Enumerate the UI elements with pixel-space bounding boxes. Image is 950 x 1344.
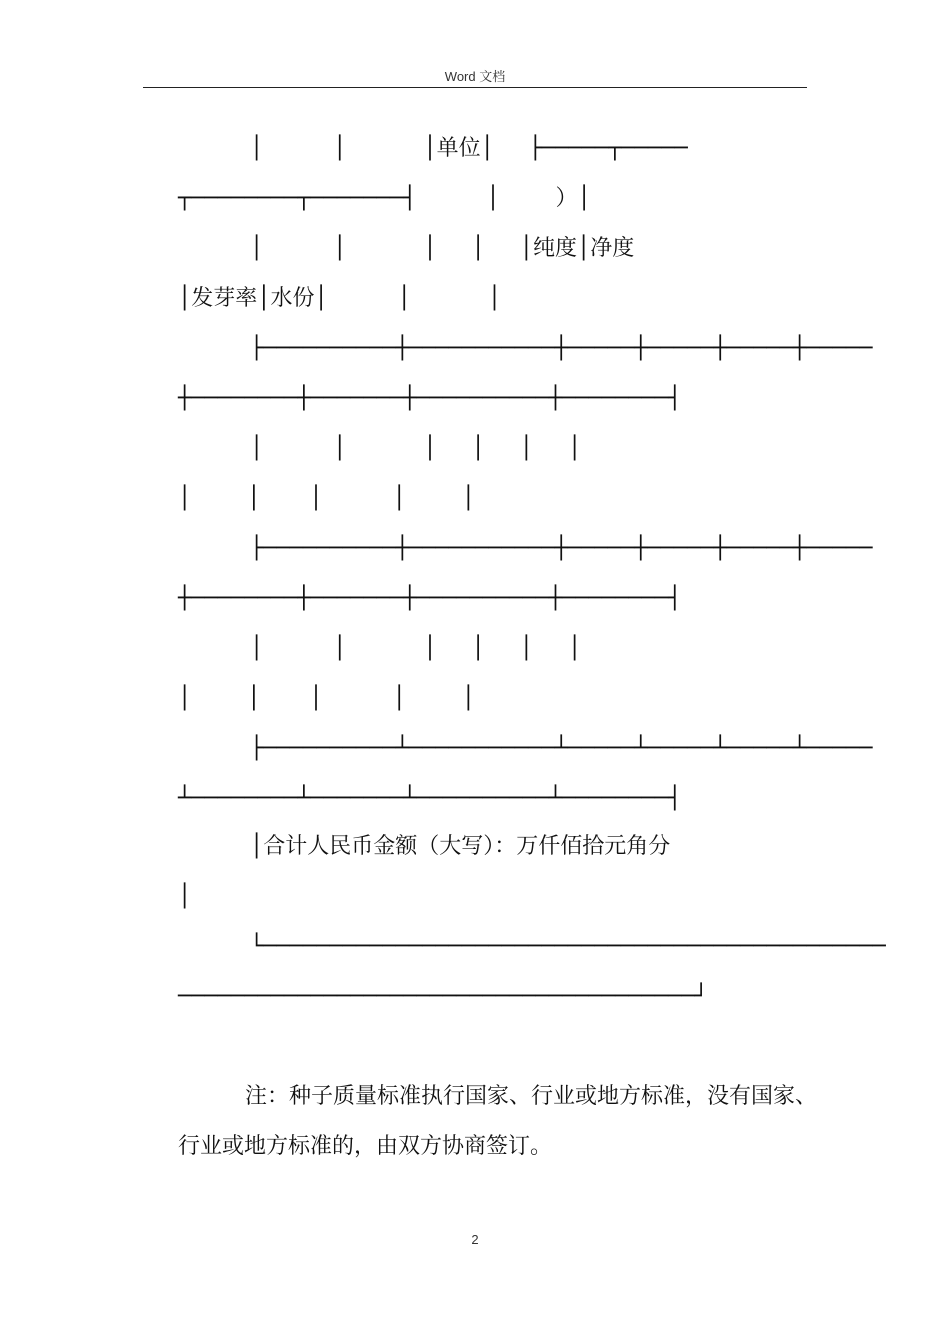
table-line-16: │	[178, 884, 192, 909]
table-line-7: │ │ │ │ │ │	[250, 436, 582, 461]
table-line-14: ┴────────┴───────┴──────────┴────────┤	[178, 786, 682, 811]
table-line-3: │ │ │ │ │纯度│净度	[250, 236, 635, 261]
header-title: Word 文档	[444, 69, 506, 84]
table-line-9: ├──────────┼───────────┼─────┼─────┼─────┼─────	[250, 536, 873, 561]
table-line-12: │ │ │ │ │	[178, 686, 475, 711]
table-line-11: │ │ │ │ │ │	[250, 636, 582, 661]
table-line-5: ├──────────┼───────────┼─────┼─────┼─────┼─────	[250, 336, 873, 361]
table-line-17: └───────────────────────────────────────────────	[250, 934, 886, 959]
table-line-15: │合计人民币金额（大写）：万仟佰拾元角分	[250, 834, 671, 859]
table-line-4: │发芽率│水份│ │ │	[178, 286, 502, 311]
table-line-18: ───────────────────────────────────────┘	[178, 984, 708, 1009]
table-line-13: ├──────────┴───────────┴─────┴─────┴─────┴─────	[250, 736, 873, 761]
table-line-8: │ │ │ │ │	[178, 486, 475, 511]
note-line-2: 行业或地方标准的，由双方协商签订。	[178, 1134, 553, 1159]
note-line-1: 注：种子质量标准执行国家、行业或地方标准，没有国家、	[245, 1084, 818, 1109]
page-number: 2	[471, 1232, 479, 1247]
table-line-6: ┼────────┼───────┼──────────┼────────┤	[178, 386, 682, 411]
table-line-1: │ │ │单位│ ├─────┬─────	[250, 136, 688, 161]
table-line-10: ┼────────┼───────┼──────────┼────────┤	[178, 586, 682, 611]
table-line-2: ┬────────┬───────┤ │ ）│	[178, 186, 591, 211]
